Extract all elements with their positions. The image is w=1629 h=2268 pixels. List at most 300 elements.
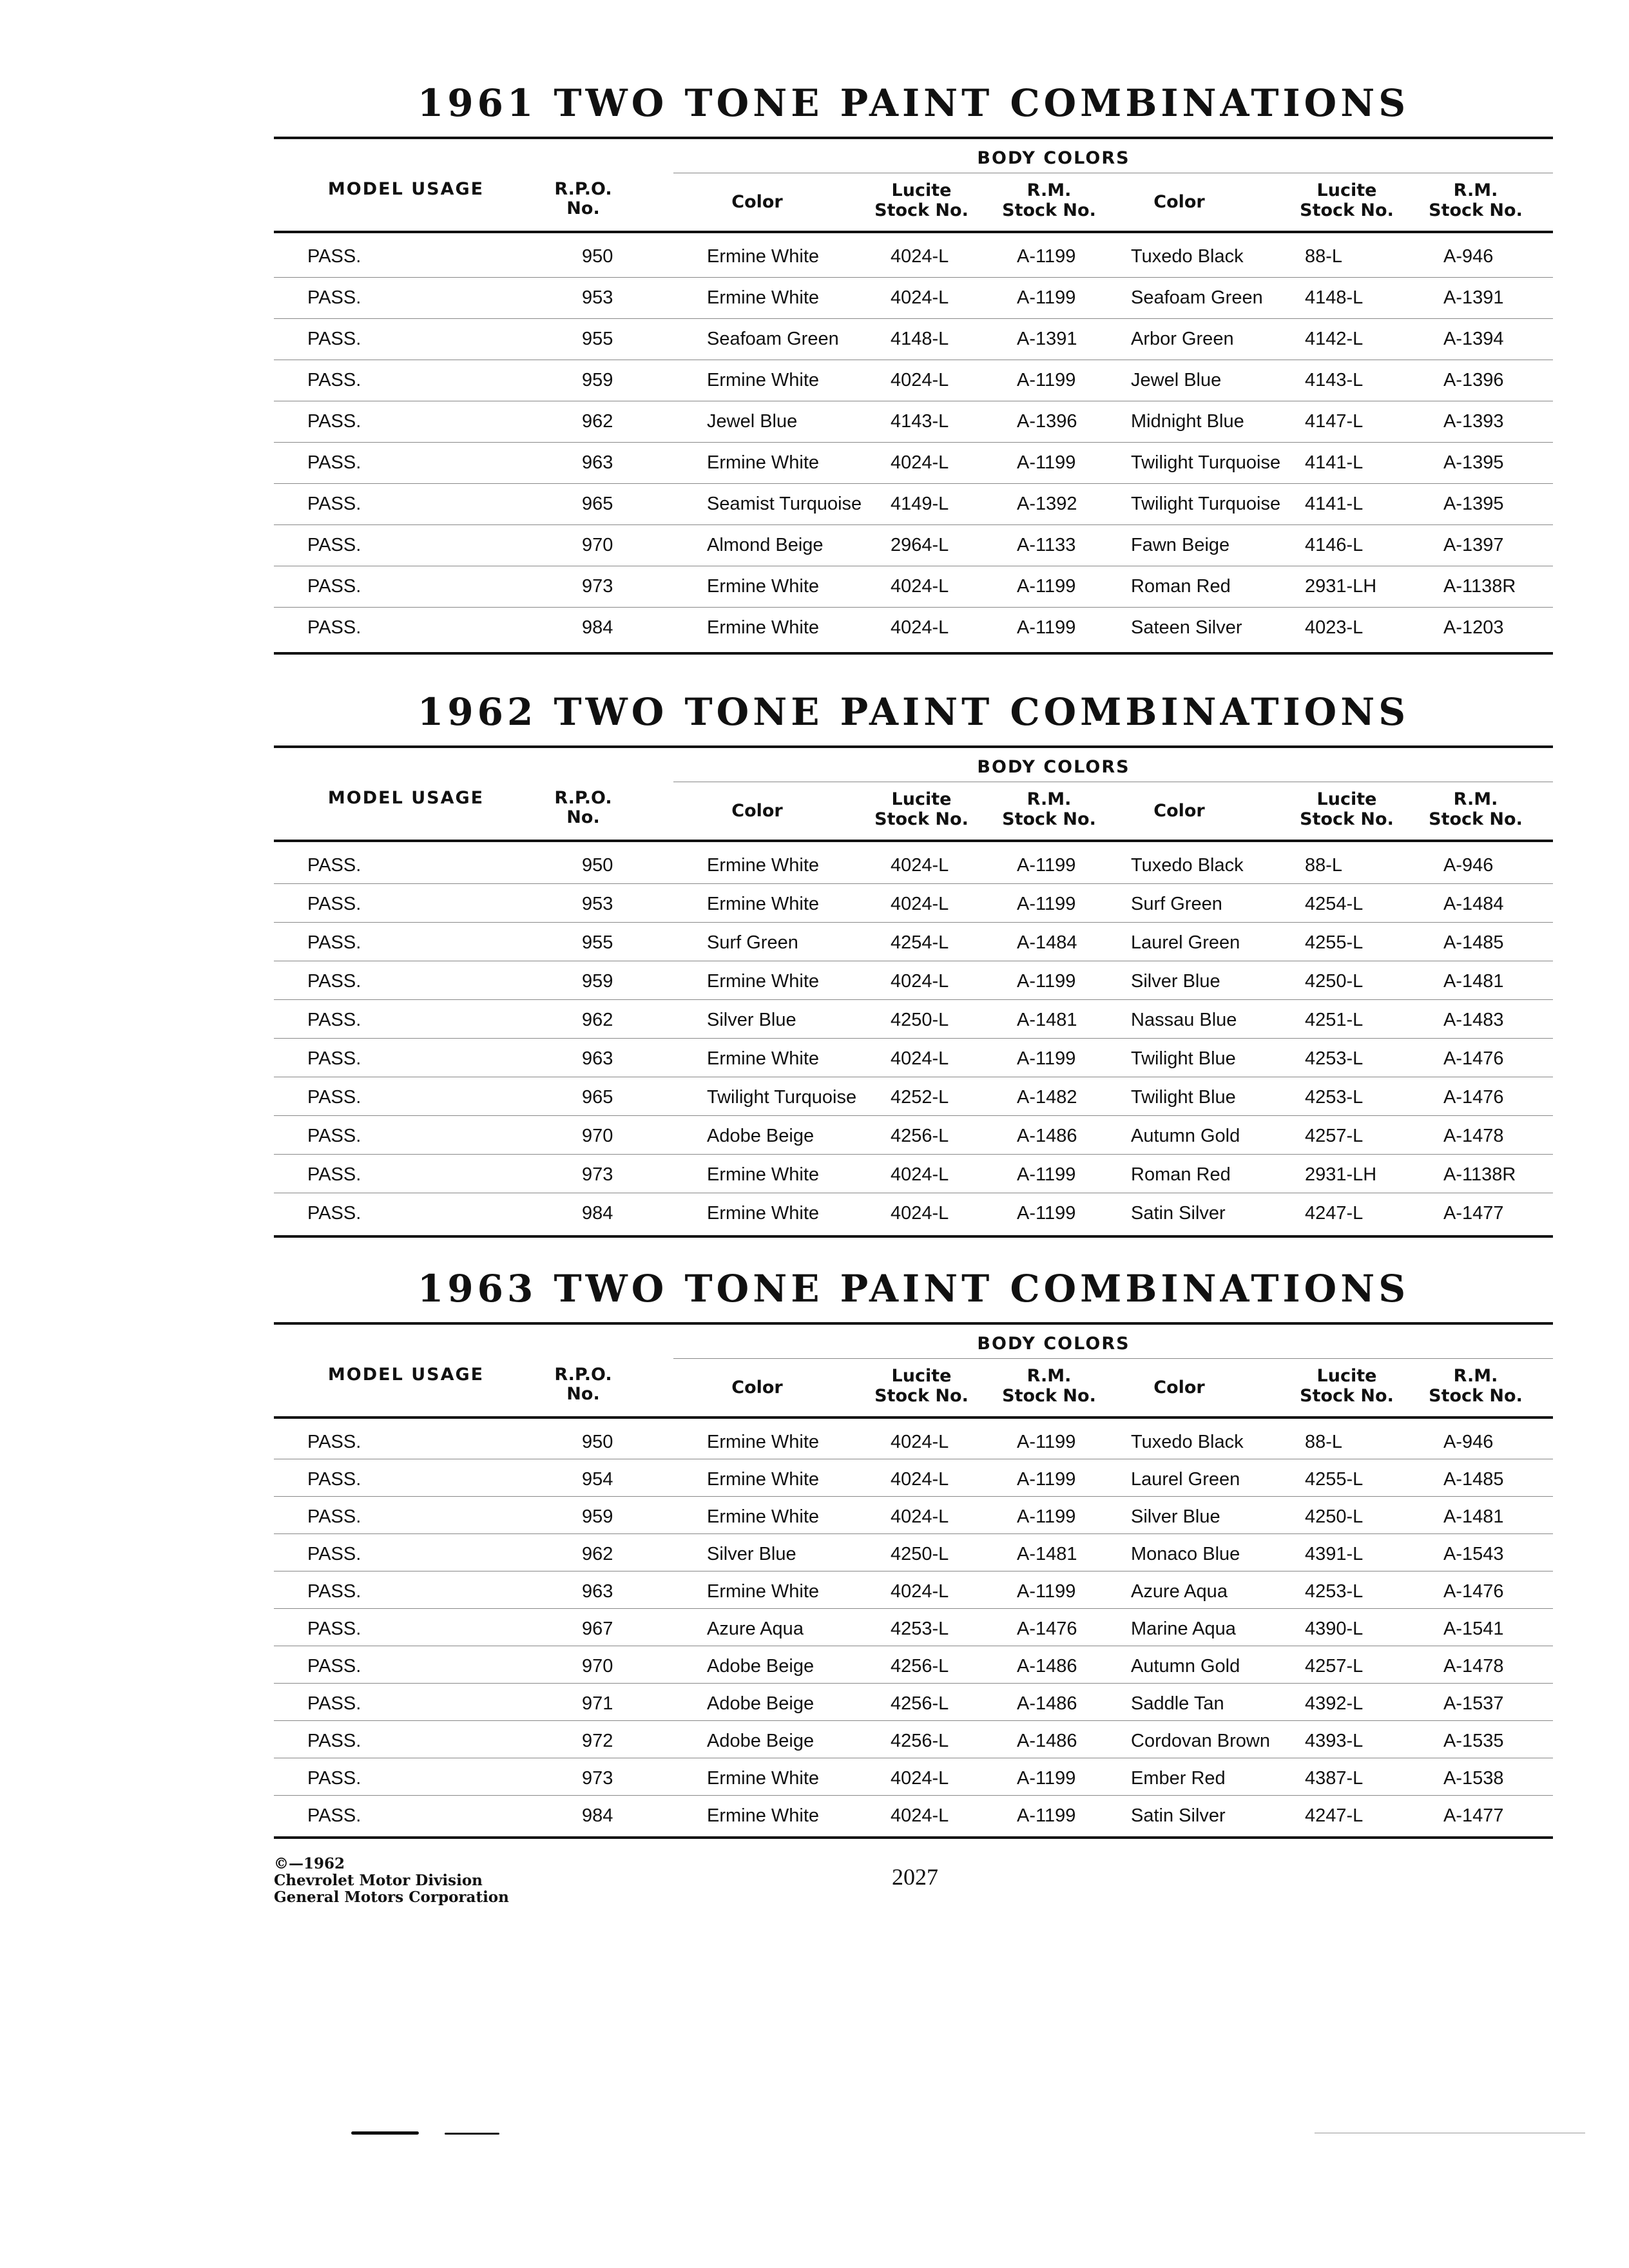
section-title: 1962 TWO TONE PAINT COMBINATIONS [417, 690, 1410, 734]
header-top-rule [274, 1322, 1553, 1325]
cell-rm2: A-1138R [1443, 1164, 1516, 1185]
cell-color2: Sateen Silver [1131, 617, 1242, 638]
cell-rpo: 965 [582, 494, 613, 514]
cell-rm1: A-1396 [1017, 411, 1077, 432]
cell-model-usage: PASS. [307, 411, 361, 432]
cell-rpo: 955 [582, 932, 613, 953]
header-bottom-rule [274, 840, 1553, 842]
row-divider [274, 1496, 1553, 1497]
header-body-colors: BODY COLORS [977, 757, 1130, 777]
header-rm-stock-2: Stock No. [1429, 809, 1523, 829]
cell-lucite2: 4393-L [1305, 1731, 1364, 1751]
header-model-usage: MODEL USAGE [327, 788, 485, 808]
cell-model-usage: PASS. [307, 1506, 361, 1527]
cell-rm2: A-1478 [1443, 1126, 1504, 1146]
cell-model-usage: PASS. [307, 1048, 361, 1069]
cell-rpo: 962 [582, 1010, 613, 1030]
cell-rm1: A-1486 [1017, 1693, 1077, 1714]
cell-rm2: A-1395 [1443, 494, 1504, 514]
cell-lucite2: 4141-L [1305, 452, 1364, 473]
cell-model-usage: PASS. [307, 452, 361, 473]
cell-color2: Monaco Blue [1131, 1544, 1240, 1564]
cell-model-usage: PASS. [307, 1087, 361, 1108]
table-bottom-rule [274, 652, 1553, 655]
cell-rm2: A-1485 [1443, 932, 1504, 953]
cell-model-usage: PASS. [307, 1581, 361, 1602]
cell-model-usage: PASS. [307, 894, 361, 914]
cell-rm1: A-1199 [1017, 246, 1076, 267]
cell-model-usage: PASS. [307, 1544, 361, 1564]
cell-rm1: A-1199 [1017, 894, 1076, 914]
cell-color1: Twilight Turquoise [707, 1087, 857, 1108]
cell-model-usage: PASS. [307, 535, 361, 555]
cell-color1: Ermine White [707, 855, 820, 876]
cell-color2: Jewel Blue [1131, 370, 1222, 390]
cell-color2: Tuxedo Black [1131, 246, 1244, 267]
cell-color2: Saddle Tan [1131, 1693, 1224, 1714]
row-divider [274, 1795, 1553, 1796]
cell-color1: Ermine White [707, 1581, 820, 1602]
cell-color1: Jewel Blue [707, 411, 798, 432]
cell-color2: Fawn Beige [1131, 535, 1230, 555]
cell-color1: Silver Blue [707, 1010, 796, 1030]
cell-rm1: A-1199 [1017, 855, 1076, 876]
cell-lucite2: 4146-L [1305, 535, 1364, 555]
cell-lucite1: 4024-L [891, 1768, 949, 1789]
corporation-line: General Motors Corporation [274, 1888, 509, 1906]
row-divider [274, 1683, 1553, 1684]
header-rm-stock-1: Stock No. [1002, 809, 1096, 829]
cell-lucite2: 4247-L [1305, 1805, 1364, 1826]
row-divider [274, 318, 1553, 319]
cell-color1: Ermine White [707, 1048, 820, 1069]
cell-rm1: A-1391 [1017, 329, 1077, 349]
cell-rm2: A-1476 [1443, 1581, 1504, 1602]
cell-rm1: A-1482 [1017, 1087, 1077, 1108]
cell-lucite1: 4024-L [891, 370, 949, 390]
cell-lucite1: 4024-L [891, 971, 949, 992]
cell-lucite1: 4256-L [891, 1693, 949, 1714]
cell-lucite1: 4143-L [891, 411, 949, 432]
cell-lucite1: 2964-L [891, 535, 949, 555]
header-color-2: Color [1153, 1378, 1205, 1398]
cell-color2: Laurel Green [1131, 932, 1240, 953]
row-divider [274, 1533, 1553, 1534]
cell-lucite2: 2931-LH [1305, 1164, 1377, 1185]
header-body-colors: BODY COLORS [977, 1334, 1130, 1354]
header-rpo-no: No. [566, 807, 600, 827]
cell-rpo: 965 [582, 1087, 613, 1108]
cell-rm2: A-1395 [1443, 452, 1504, 473]
header-rm-stock-1: Stock No. [1002, 200, 1096, 220]
cell-rm1: A-1486 [1017, 1731, 1077, 1751]
cell-rm2: A-1476 [1443, 1087, 1504, 1108]
header-color-2: Color [1153, 801, 1205, 821]
cell-lucite1: 4024-L [891, 617, 949, 638]
cell-color2: Seafoam Green [1131, 287, 1263, 308]
cell-model-usage: PASS. [307, 1469, 361, 1490]
cell-color1: Azure Aqua [707, 1619, 804, 1639]
cell-rm1: A-1199 [1017, 1432, 1076, 1452]
cell-color2: Marine Aqua [1131, 1619, 1236, 1639]
cell-color2: Twilight Turquoise [1131, 494, 1281, 514]
cell-rm1: A-1199 [1017, 452, 1076, 473]
header-lucite-stock-1: Stock No. [874, 200, 969, 220]
cell-rm2: A-1393 [1443, 411, 1504, 432]
cell-rpo: 967 [582, 1619, 613, 1639]
cell-rpo: 950 [582, 1432, 613, 1452]
header-rm-1: R.M. [1027, 180, 1072, 200]
cell-color1: Ermine White [707, 287, 820, 308]
cell-rm2: A-1535 [1443, 1731, 1504, 1751]
cell-color1: Almond Beige [707, 535, 824, 555]
cell-color2: Autumn Gold [1131, 1126, 1240, 1146]
cell-color2: Silver Blue [1131, 1506, 1220, 1527]
cell-rm1: A-1392 [1017, 494, 1077, 514]
cell-model-usage: PASS. [307, 287, 361, 308]
cell-rm2: A-1203 [1443, 617, 1504, 638]
header-lucite-1: Lucite [891, 1366, 952, 1386]
row-divider [274, 922, 1553, 923]
cell-lucite1: 4024-L [891, 1203, 949, 1224]
cell-lucite2: 4250-L [1305, 1506, 1364, 1527]
cell-lucite2: 4148-L [1305, 287, 1364, 308]
cell-rpo: 955 [582, 329, 613, 349]
cell-color1: Silver Blue [707, 1544, 796, 1564]
cell-color1: Adobe Beige [707, 1693, 815, 1714]
cell-rm2: A-1538 [1443, 1768, 1504, 1789]
cell-color2: Satin Silver [1131, 1805, 1226, 1826]
cell-rm1: A-1199 [1017, 1469, 1076, 1490]
cell-color2: Roman Red [1131, 576, 1231, 597]
cell-lucite1: 4256-L [891, 1656, 949, 1677]
header-lucite-1: Lucite [891, 789, 952, 809]
cell-rm1: A-1486 [1017, 1126, 1077, 1146]
cell-lucite2: 4387-L [1305, 1768, 1364, 1789]
header-lucite-stock-2: Stock No. [1300, 809, 1394, 829]
cell-rm2: A-946 [1443, 855, 1494, 876]
cell-rm1: A-1199 [1017, 370, 1076, 390]
cell-color2: Arbor Green [1131, 329, 1234, 349]
cell-rpo: 953 [582, 894, 613, 914]
cell-lucite2: 4250-L [1305, 971, 1364, 992]
cell-lucite2: 4392-L [1305, 1693, 1364, 1714]
cell-lucite1: 4024-L [891, 1581, 949, 1602]
header-rm-2: R.M. [1453, 1366, 1498, 1386]
cell-rm1: A-1481 [1017, 1010, 1077, 1030]
cell-color2: Silver Blue [1131, 971, 1220, 992]
cell-color2: Azure Aqua [1131, 1581, 1228, 1602]
cell-color1: Adobe Beige [707, 1656, 815, 1677]
header-lucite-2: Lucite [1316, 180, 1377, 200]
cell-color1: Seamist Turquoise [707, 494, 862, 514]
header-model-usage: MODEL USAGE [327, 1365, 485, 1385]
cell-color2: Satin Silver [1131, 1203, 1226, 1224]
cell-rm1: A-1486 [1017, 1656, 1077, 1677]
cell-model-usage: PASS. [307, 1805, 361, 1826]
cell-color1: Ermine White [707, 617, 820, 638]
cell-rpo: 973 [582, 576, 613, 597]
cell-lucite1: 4024-L [891, 1469, 949, 1490]
cell-color2: Tuxedo Black [1131, 855, 1244, 876]
cell-model-usage: PASS. [307, 1768, 361, 1789]
cell-lucite2: 4141-L [1305, 494, 1364, 514]
cell-color2: Nassau Blue [1131, 1010, 1237, 1030]
cell-rpo: 970 [582, 1656, 613, 1677]
cell-model-usage: PASS. [307, 1010, 361, 1030]
cell-color1: Ermine White [707, 1469, 820, 1490]
cell-color1: Ermine White [707, 576, 820, 597]
cell-lucite1: 4024-L [891, 452, 949, 473]
section-title: 1961 TWO TONE PAINT COMBINATIONS [417, 81, 1410, 125]
cell-rpo: 973 [582, 1768, 613, 1789]
cell-color2: Autumn Gold [1131, 1656, 1240, 1677]
cell-color2: Ember Red [1131, 1768, 1226, 1789]
cell-rpo: 971 [582, 1693, 613, 1714]
cell-color1: Adobe Beige [707, 1126, 815, 1146]
cell-rpo: 963 [582, 1581, 613, 1602]
cell-rm2: A-1391 [1443, 287, 1504, 308]
cell-color2: Tuxedo Black [1131, 1432, 1244, 1452]
cell-model-usage: PASS. [307, 932, 361, 953]
cell-color2: Laurel Green [1131, 1469, 1240, 1490]
cell-lucite2: 4142-L [1305, 329, 1364, 349]
cell-lucite1: 4024-L [891, 1432, 949, 1452]
header-lucite-2: Lucite [1316, 1366, 1377, 1386]
cell-lucite1: 4256-L [891, 1731, 949, 1751]
cell-rm1: A-1199 [1017, 1768, 1076, 1789]
cell-rm2: A-1481 [1443, 1506, 1504, 1527]
row-divider [274, 1115, 1553, 1116]
cell-lucite2: 4143-L [1305, 370, 1364, 390]
cell-rm1: A-1199 [1017, 1805, 1076, 1826]
cell-rpo: 959 [582, 971, 613, 992]
cell-lucite2: 4251-L [1305, 1010, 1364, 1030]
table-bottom-rule [274, 1235, 1553, 1238]
cell-rm2: A-1541 [1443, 1619, 1504, 1639]
header-bottom-rule [274, 231, 1553, 233]
cell-color1: Ermine White [707, 452, 820, 473]
cell-rm2: A-1543 [1443, 1544, 1504, 1564]
cell-model-usage: PASS. [307, 855, 361, 876]
header-bottom-rule [274, 1416, 1553, 1419]
cell-rm2: A-1483 [1443, 1010, 1504, 1030]
header-rm-stock-2: Stock No. [1429, 1386, 1523, 1406]
cell-color2: Surf Green [1131, 894, 1222, 914]
cell-color2: Roman Red [1131, 1164, 1231, 1185]
cell-model-usage: PASS. [307, 246, 361, 267]
table-bottom-rule [274, 1836, 1553, 1839]
cell-lucite2: 4023-L [1305, 617, 1364, 638]
cell-rm2: A-1394 [1443, 329, 1504, 349]
cell-lucite2: 4247-L [1305, 1203, 1364, 1224]
row-divider [274, 277, 1553, 278]
header-rpo-no: No. [566, 198, 600, 218]
header-rm-stock-1: Stock No. [1002, 1386, 1096, 1406]
cell-rpo: 950 [582, 246, 613, 267]
row-divider [274, 1038, 1553, 1039]
cell-lucite2: 4147-L [1305, 411, 1364, 432]
cell-lucite1: 4024-L [891, 1506, 949, 1527]
cell-color1: Ermine White [707, 1805, 820, 1826]
cell-lucite2: 88-L [1305, 246, 1343, 267]
scan-mark [445, 2133, 499, 2135]
row-divider [274, 1720, 1553, 1721]
cell-rm1: A-1199 [1017, 1164, 1076, 1185]
cell-lucite1: 4253-L [891, 1619, 949, 1639]
cell-rm1: A-1476 [1017, 1619, 1077, 1639]
cell-rm1: A-1199 [1017, 576, 1076, 597]
header-body-colors: BODY COLORS [977, 148, 1130, 168]
page-number: 2027 [892, 1864, 938, 1890]
header-top-rule [274, 137, 1553, 139]
cell-color1: Ermine White [707, 1164, 820, 1185]
cell-color1: Ermine White [707, 1432, 820, 1452]
cell-lucite2: 4254-L [1305, 894, 1364, 914]
cell-rm2: A-1484 [1443, 894, 1504, 914]
cell-lucite1: 4024-L [891, 855, 949, 876]
header-top-rule [274, 745, 1553, 748]
cell-lucite1: 4024-L [891, 287, 949, 308]
cell-model-usage: PASS. [307, 1203, 361, 1224]
cell-lucite1: 4252-L [891, 1087, 949, 1108]
cell-color2: Cordovan Brown [1131, 1731, 1270, 1751]
cell-lucite2: 2931-LH [1305, 576, 1377, 597]
cell-rpo: 963 [582, 1048, 613, 1069]
cell-lucite1: 4250-L [891, 1010, 949, 1030]
row-divider [274, 1608, 1553, 1609]
cell-rpo: 959 [582, 370, 613, 390]
row-divider [274, 442, 1553, 443]
cell-rm1: A-1199 [1017, 1203, 1076, 1224]
header-lucite-stock-2: Stock No. [1300, 200, 1394, 220]
section-title: 1963 TWO TONE PAINT COMBINATIONS [417, 1267, 1410, 1311]
cell-rm2: A-1397 [1443, 535, 1504, 555]
header-sub-rule [673, 1358, 1553, 1359]
cell-lucite2: 4253-L [1305, 1048, 1364, 1069]
cell-color1: Ermine White [707, 246, 820, 267]
cell-rm1: A-1199 [1017, 1581, 1076, 1602]
header-lucite-stock-2: Stock No. [1300, 1386, 1394, 1406]
cell-rpo: 984 [582, 617, 613, 638]
cell-model-usage: PASS. [307, 1693, 361, 1714]
cell-lucite2: 4255-L [1305, 1469, 1364, 1490]
cell-rm2: A-1478 [1443, 1656, 1504, 1677]
cell-lucite1: 4024-L [891, 1164, 949, 1185]
cell-color1: Ermine White [707, 1506, 820, 1527]
cell-rpo: 970 [582, 1126, 613, 1146]
cell-rm1: A-1199 [1017, 1048, 1076, 1069]
header-rpo: R.P.O. [554, 1365, 612, 1385]
cell-rm2: A-1476 [1443, 1048, 1504, 1069]
cell-lucite1: 4149-L [891, 494, 949, 514]
cell-lucite2: 4391-L [1305, 1544, 1364, 1564]
cell-rpo: 950 [582, 855, 613, 876]
header-rm-1: R.M. [1027, 1366, 1072, 1386]
cell-color2: Twilight Blue [1131, 1048, 1236, 1069]
cell-rpo: 973 [582, 1164, 613, 1185]
scan-mark [351, 2131, 419, 2135]
cell-lucite2: 4253-L [1305, 1087, 1364, 1108]
cell-rpo: 984 [582, 1805, 613, 1826]
header-rpo: R.P.O. [554, 179, 612, 199]
cell-rm2: A-1537 [1443, 1693, 1504, 1714]
cell-lucite2: 4255-L [1305, 932, 1364, 953]
header-lucite-stock-1: Stock No. [874, 1386, 969, 1406]
cell-color1: Ermine White [707, 1203, 820, 1224]
cell-rm2: A-1138R [1443, 576, 1516, 597]
cell-color2: Midnight Blue [1131, 411, 1244, 432]
cell-lucite2: 4257-L [1305, 1656, 1364, 1677]
cell-lucite1: 4250-L [891, 1544, 949, 1564]
row-divider [274, 607, 1553, 608]
cell-model-usage: PASS. [307, 494, 361, 514]
cell-model-usage: PASS. [307, 617, 361, 638]
cell-model-usage: PASS. [307, 576, 361, 597]
cell-rpo: 972 [582, 1731, 613, 1751]
header-rm-2: R.M. [1453, 180, 1498, 200]
cell-rm1: A-1133 [1017, 535, 1076, 555]
cell-model-usage: PASS. [307, 329, 361, 349]
header-rm-2: R.M. [1453, 789, 1498, 809]
cell-lucite1: 4024-L [891, 894, 949, 914]
cell-rm2: A-946 [1443, 246, 1494, 267]
cell-model-usage: PASS. [307, 1656, 361, 1677]
cell-color1: Ermine White [707, 370, 820, 390]
row-divider [274, 1154, 1553, 1155]
footer-credits [274, 1856, 509, 1906]
cell-lucite2: 4257-L [1305, 1126, 1364, 1146]
cell-model-usage: PASS. [307, 370, 361, 390]
cell-color1: Surf Green [707, 932, 798, 953]
cell-lucite1: 4024-L [891, 246, 949, 267]
cell-rpo: 953 [582, 287, 613, 308]
cell-lucite2: 4390-L [1305, 1619, 1364, 1639]
cell-rm2: A-1396 [1443, 370, 1504, 390]
cell-rpo: 963 [582, 452, 613, 473]
header-rpo-no: No. [566, 1384, 600, 1404]
cell-lucite1: 4148-L [891, 329, 949, 349]
cell-color2: Twilight Blue [1131, 1087, 1236, 1108]
cell-lucite1: 4256-L [891, 1126, 949, 1146]
cell-rm1: A-1199 [1017, 287, 1076, 308]
cell-model-usage: PASS. [307, 971, 361, 992]
cell-rm1: A-1481 [1017, 1544, 1077, 1564]
cell-color1: Adobe Beige [707, 1731, 815, 1751]
header-color-2: Color [1153, 192, 1205, 212]
cell-rpo: 970 [582, 535, 613, 555]
cell-color2: Twilight Turquoise [1131, 452, 1281, 473]
cell-model-usage: PASS. [307, 1432, 361, 1452]
cell-lucite1: 4024-L [891, 1048, 949, 1069]
header-color-1: Color [731, 192, 783, 212]
header-model-usage: MODEL USAGE [327, 179, 485, 199]
cell-rm1: A-1199 [1017, 617, 1076, 638]
cell-color1: Ermine White [707, 1768, 820, 1789]
cell-rm2: A-1485 [1443, 1469, 1504, 1490]
row-divider [274, 883, 1553, 884]
cell-model-usage: PASS. [307, 1619, 361, 1639]
cell-rpo: 954 [582, 1469, 613, 1490]
cell-rm2: A-946 [1443, 1432, 1494, 1452]
header-lucite-1: Lucite [891, 180, 952, 200]
cell-color1: Ermine White [707, 894, 820, 914]
cell-model-usage: PASS. [307, 1126, 361, 1146]
row-divider [274, 999, 1553, 1000]
cell-model-usage: PASS. [307, 1731, 361, 1751]
cell-rpo: 984 [582, 1203, 613, 1224]
cell-lucite2: 4253-L [1305, 1581, 1364, 1602]
